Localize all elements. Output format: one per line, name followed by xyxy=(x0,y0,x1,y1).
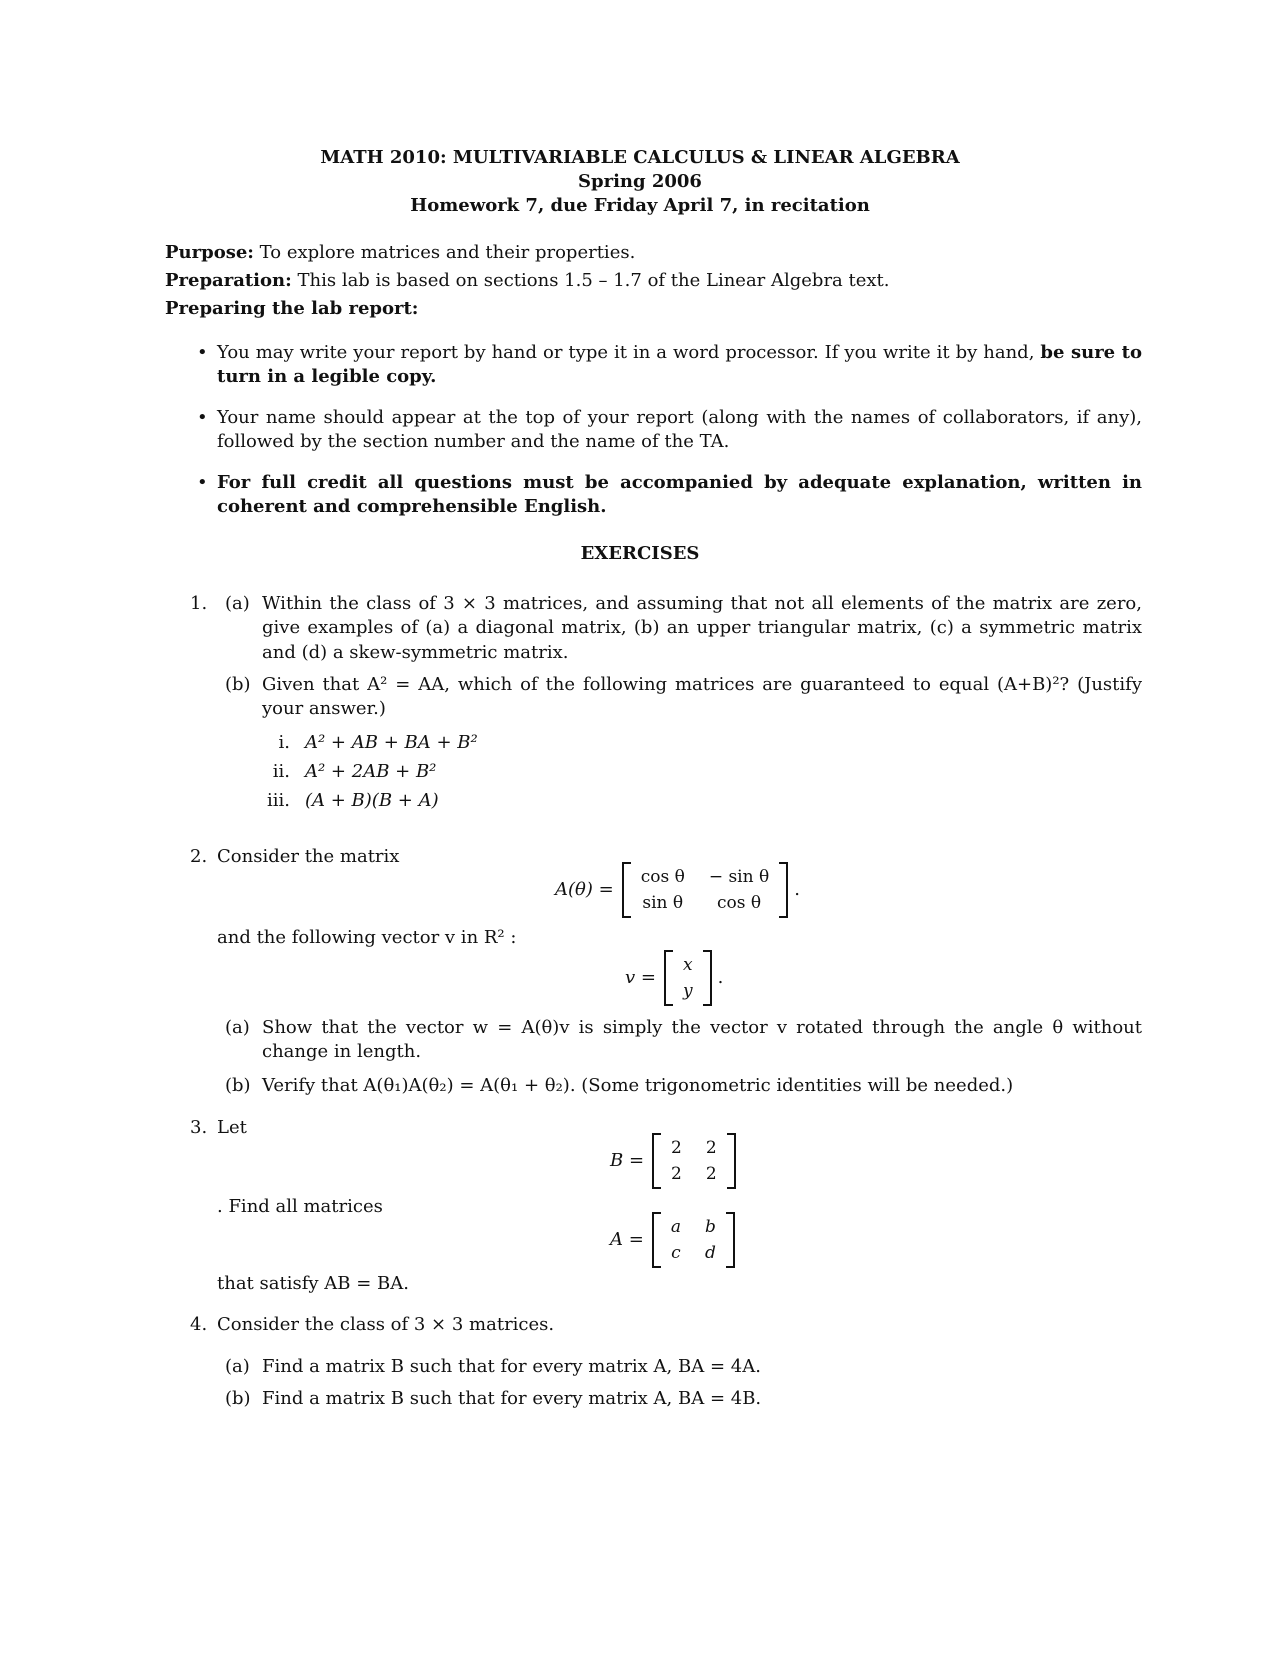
ex2-number: 2. xyxy=(190,846,208,867)
bracket-right xyxy=(727,1133,736,1189)
matrix-grid xyxy=(661,1133,727,1189)
ex4-a-text: Find a matrix B such that for every matrix A, BA = 4A. xyxy=(262,1356,761,1377)
ex1-a-label: (a) xyxy=(225,593,250,614)
matrix-cell: b xyxy=(704,1217,716,1237)
preparation-text: This lab is based on sections 1.5 – 1.7 of the Linear Algebra text. xyxy=(297,270,890,291)
course-title: MATH 2010: MULTIVARIABLE CALCULUS & LINEAR ALGEBRA xyxy=(320,147,960,168)
ex1-option-expr: A² + AB + BA + B² xyxy=(305,732,478,753)
purpose-text: To explore matrices and their properties. xyxy=(259,242,636,263)
matrix-cell: d xyxy=(704,1243,716,1263)
vector-v xyxy=(625,950,723,1006)
matrix-label: A = xyxy=(610,1228,644,1250)
matrix-cell: 2 xyxy=(705,1138,717,1158)
period: . xyxy=(717,966,724,988)
preparation-line xyxy=(165,269,890,293)
bullet-1-bold: be sure to turn in a legible copy. xyxy=(217,342,1142,388)
vector-cell: y xyxy=(682,981,693,1001)
matrix-cell: 2 xyxy=(671,1164,682,1184)
matrix-cell: 2 xyxy=(705,1164,717,1184)
matrix-cell: 2 xyxy=(671,1138,682,1158)
vector-grid xyxy=(673,950,703,1006)
ex1-option-expr: A² + 2AB + B² xyxy=(305,761,437,782)
vector-cell: x xyxy=(682,955,693,975)
ex2-a-label: (a) xyxy=(225,1017,250,1038)
ex2-b-text: Verify that A(θ₁)A(θ₂) = A(θ₁ + θ₂). (Some trigonometric identities will be needed.) xyxy=(262,1075,1014,1096)
ex2-intro: Consider the matrix xyxy=(217,846,400,867)
matrix-grid xyxy=(661,1212,726,1268)
matrix-cell: c xyxy=(671,1243,681,1263)
ex1-option-label: i. xyxy=(278,732,290,753)
matrix-cell: sin θ xyxy=(642,893,684,913)
matrix-b xyxy=(610,1133,736,1189)
assignment-title: Homework 7, due Friday April 7, in recitation xyxy=(410,195,870,216)
bracket-left xyxy=(664,950,673,1006)
purpose-label: Purpose: xyxy=(165,242,254,263)
matrix-cell: cos θ xyxy=(716,893,762,913)
bracket-left xyxy=(652,1133,661,1189)
bullet-icon: • xyxy=(197,407,208,428)
ex4-b-text: Find a matrix B such that for every matrix A, BA = 4B. xyxy=(262,1388,762,1409)
matrix-grid xyxy=(631,862,780,918)
ex1-number: 1. xyxy=(190,593,208,614)
bracket-right xyxy=(726,1212,735,1268)
ex2-a-text: Show that the vector w = A(θ)v is simply the vector v rotated through the angle θ without change in length. xyxy=(262,1017,1142,1063)
ex3-number: 3. xyxy=(190,1117,208,1138)
ex1-option-label: iii. xyxy=(267,790,290,811)
bracket-right xyxy=(703,950,712,1006)
ex2-vector-intro: and the following vector v in R² : xyxy=(217,927,517,948)
bullet-1-text: You may write your report by hand or type it in a word processor. If you write it by hand, xyxy=(217,342,1035,363)
bracket-right xyxy=(779,862,788,918)
report-label: Preparing the lab report: xyxy=(165,298,419,319)
preparation-label: Preparation: xyxy=(165,270,292,291)
bullet-item-1 xyxy=(217,341,1142,390)
vector-label: v = xyxy=(625,966,656,988)
bracket-left xyxy=(622,862,631,918)
ex1-b-label: (b) xyxy=(225,674,251,695)
matrix-a xyxy=(610,1212,735,1268)
ex1-a-text: Within the class of 3 × 3 matrices, and assuming that not all elements of the matrix are zero, give examples of (a) a diagonal matrix, (b) an upper triangular matrix, (c) a symmetric matrix and (d) a skew-symmetric matrix. xyxy=(262,593,1142,663)
ex1-option-label: ii. xyxy=(272,761,290,782)
matrix-label: A(θ) = xyxy=(555,878,614,900)
ex3-conclusion: that satisfy AB = BA. xyxy=(217,1273,409,1294)
term: Spring 2006 xyxy=(578,171,702,192)
ex1-option-expr: (A + B)(B + A) xyxy=(305,790,439,811)
ex4-intro: Consider the class of 3 × 3 matrices. xyxy=(217,1314,555,1335)
matrix-label: B = xyxy=(610,1149,645,1171)
ex1-b-text: Given that A² = AA, which of the following matrices are guaranteed to equal (A+B)²? (Justify your answer.) xyxy=(262,674,1142,720)
matrix-cell: cos θ xyxy=(640,867,685,887)
ex2-b-label: (b) xyxy=(225,1075,251,1096)
period: . xyxy=(794,878,800,900)
ex3-intro: Let xyxy=(217,1117,247,1138)
bullet-icon: • xyxy=(197,342,208,363)
ex4-a-label: (a) xyxy=(225,1356,250,1377)
ex4-b-label: (b) xyxy=(225,1388,251,1409)
bullet-item-3: For full credit all questions must be accompanied by adequate explanation, written in coherent and comprehensible English. xyxy=(217,472,1142,518)
matrix-cell: a xyxy=(670,1217,681,1237)
exercises-title: EXERCISES xyxy=(580,543,700,564)
purpose-line xyxy=(165,241,635,265)
bullet-item-2: Your name should appear at the top of your report (along with the names of collaborators, if any), followed by the section number and the name of the TA. xyxy=(217,407,1142,453)
ex4-number: 4. xyxy=(190,1314,208,1335)
rotation-matrix xyxy=(555,862,800,918)
bracket-left xyxy=(652,1212,661,1268)
bullet-icon: • xyxy=(197,472,208,493)
ex3-find-text: . Find all matrices xyxy=(217,1196,383,1217)
matrix-cell: − sin θ xyxy=(708,867,770,887)
